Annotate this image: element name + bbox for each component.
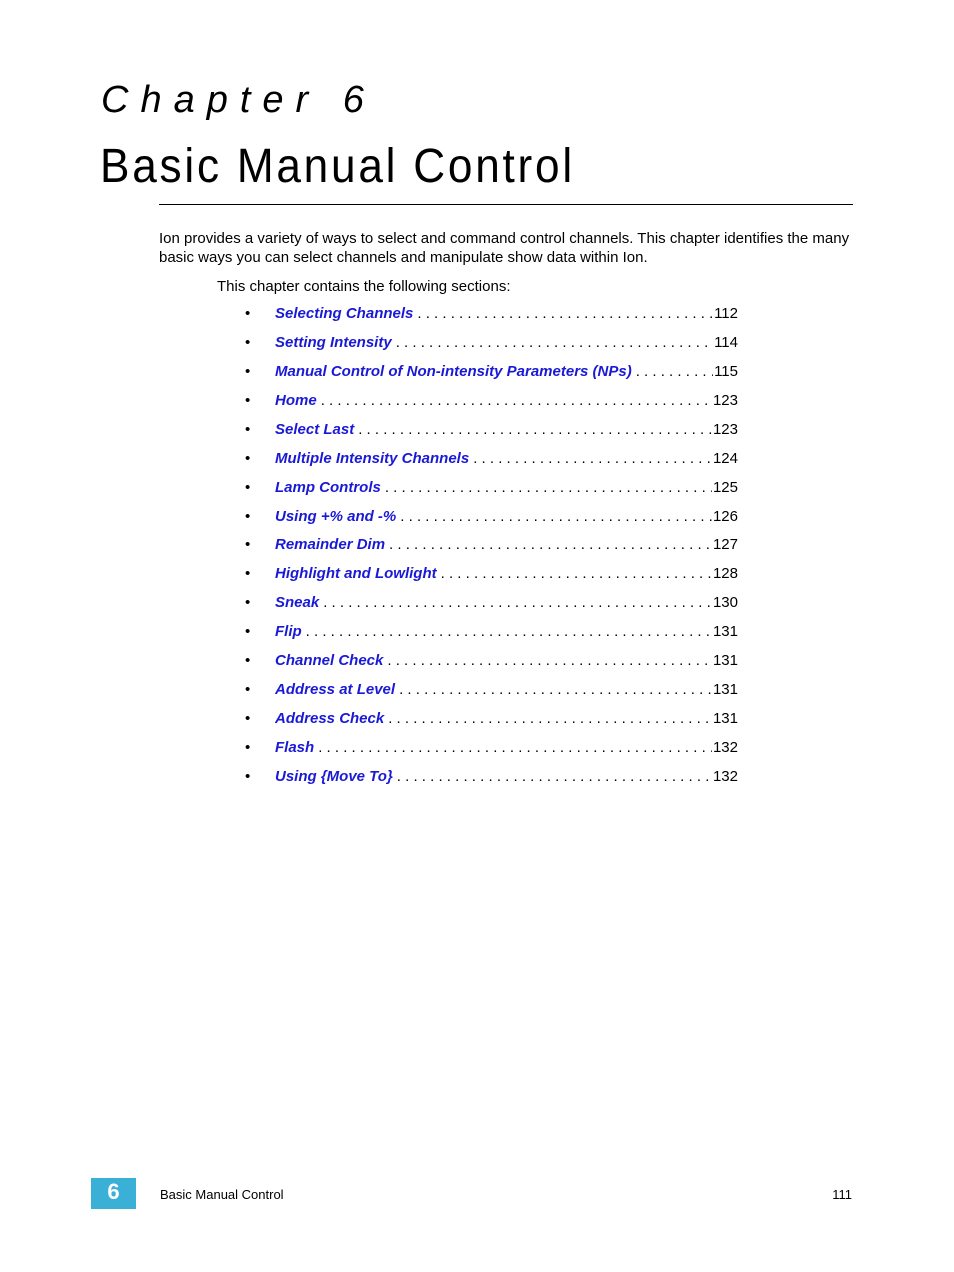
toc-row	[275, 710, 738, 727]
toc-link[interactable]: Address Check	[275, 710, 385, 728]
toc-item	[245, 444, 738, 473]
bullet-icon: •	[245, 681, 251, 699]
toc-link[interactable]: Lamp Controls	[275, 478, 381, 496]
toc-item	[245, 473, 738, 502]
toc-link[interactable]: Select Last	[275, 420, 355, 438]
toc-page-number: 126	[712, 507, 738, 525]
dot-leader	[469, 450, 712, 467]
dot-leader	[319, 594, 712, 611]
toc-row	[275, 334, 738, 351]
dot-leader	[381, 479, 712, 496]
toc-row	[275, 594, 738, 611]
dot-leader	[384, 710, 712, 727]
toc-item	[245, 646, 738, 675]
bullet-icon: •	[245, 536, 251, 554]
bullet-icon: •	[245, 449, 251, 467]
toc-page-number: 127	[712, 536, 738, 554]
toc-item	[245, 617, 738, 646]
chapter-title: Basic Manual Control	[100, 140, 575, 193]
toc-item	[245, 675, 738, 704]
chapter-label: Chapter 6	[101, 79, 376, 121]
toc-row	[275, 565, 738, 582]
toc-row	[275, 623, 738, 640]
toc-row	[275, 739, 738, 756]
bullet-icon: •	[245, 507, 251, 525]
toc-link[interactable]: Using +% and -%	[275, 507, 397, 525]
toc-item	[245, 502, 738, 531]
bullet-icon: •	[245, 710, 251, 728]
bullet-icon: •	[245, 767, 251, 785]
toc-link[interactable]: Highlight and Lowlight	[275, 565, 437, 583]
toc-page-number: 130	[712, 594, 738, 612]
bullet-icon: •	[245, 594, 251, 612]
toc-row	[275, 508, 738, 525]
toc-item	[245, 415, 738, 444]
dot-leader	[317, 392, 712, 409]
bullet-icon: •	[245, 565, 251, 583]
toc-row	[275, 450, 738, 467]
bullet-icon: •	[245, 739, 251, 757]
toc-page-number: 131	[712, 710, 738, 728]
toc-item	[245, 299, 738, 328]
toc-item	[245, 559, 738, 588]
dot-leader	[314, 739, 712, 756]
toc-page-number: 132	[712, 767, 738, 785]
toc-link[interactable]: Sneak	[275, 594, 320, 612]
toc-link[interactable]: Flash	[275, 739, 315, 757]
intro-paragraph: Ion provides a variety of ways to select and command control channels. This chapter identifies the many basic ways you can select channels and manipulate show data within Ion.	[159, 230, 850, 266]
toc-page-number: 125	[712, 478, 738, 496]
toc-page-number: 124	[712, 449, 738, 467]
sections-lead: This chapter contains the following sections:	[217, 278, 511, 295]
dot-leader	[413, 305, 713, 322]
toc-row	[275, 392, 738, 409]
bullet-icon: •	[245, 333, 251, 351]
footer-title: Basic Manual Control	[160, 1187, 284, 1202]
dot-leader	[632, 363, 713, 380]
toc-item	[245, 328, 738, 357]
footer-page-number: 111	[832, 1187, 852, 1202]
toc-link[interactable]: Multiple Intensity Channels	[275, 449, 470, 467]
toc-list	[245, 299, 738, 791]
toc-item	[245, 733, 738, 762]
toc-page-number: 112	[714, 304, 738, 322]
dot-leader	[385, 536, 712, 553]
toc-page-number: 114	[714, 333, 738, 351]
toc-page-number: 128	[712, 565, 738, 583]
toc-item	[245, 531, 738, 560]
dot-leader	[395, 681, 712, 698]
bullet-icon: •	[245, 420, 251, 438]
toc-item	[245, 357, 738, 386]
toc-item	[245, 386, 738, 415]
toc-row	[275, 536, 738, 553]
toc-link[interactable]: Flip	[275, 623, 302, 641]
toc-item	[245, 704, 738, 733]
bullet-icon: •	[245, 362, 251, 380]
toc-link[interactable]: Selecting Channels	[275, 304, 414, 322]
toc-page-number: 132	[712, 739, 738, 757]
toc-page-number: 115	[714, 362, 738, 380]
dot-leader	[354, 421, 712, 438]
bullet-icon: •	[245, 304, 251, 322]
toc-item	[245, 762, 738, 791]
toc-link[interactable]: Remainder Dim	[275, 536, 386, 554]
toc-row	[275, 305, 738, 322]
dot-leader	[393, 768, 712, 785]
toc-row	[275, 479, 738, 496]
toc-row	[275, 681, 738, 698]
toc-link[interactable]: Address at Level	[275, 681, 396, 699]
dot-leader	[383, 652, 712, 669]
toc-link[interactable]: Channel Check	[275, 652, 384, 670]
dot-leader	[392, 334, 713, 351]
chapter-tab: 6	[91, 1178, 136, 1209]
toc-page-number: 131	[712, 652, 738, 670]
toc-page-number: 131	[712, 681, 738, 699]
toc-page-number: 123	[712, 420, 738, 438]
toc-row	[275, 652, 738, 669]
toc-row	[275, 421, 738, 438]
dot-leader	[302, 623, 712, 640]
toc-link[interactable]: Manual Control of Non-intensity Parameters (NPs)	[275, 362, 632, 380]
toc-row	[275, 768, 738, 785]
toc-page-number: 123	[712, 391, 738, 409]
toc-item	[245, 588, 738, 617]
bullet-icon: •	[245, 478, 251, 496]
bullet-icon: •	[245, 391, 251, 409]
bullet-icon: •	[245, 623, 251, 641]
toc-link[interactable]: Home	[275, 391, 317, 409]
toc-link[interactable]: Using {Move To}	[275, 767, 393, 785]
toc-link[interactable]: Setting Intensity	[275, 333, 392, 351]
bullet-icon: •	[245, 652, 251, 670]
toc-page-number: 131	[712, 623, 738, 641]
title-divider	[159, 204, 853, 205]
dot-leader	[437, 565, 712, 582]
toc-row	[275, 363, 738, 380]
dot-leader	[396, 508, 712, 525]
